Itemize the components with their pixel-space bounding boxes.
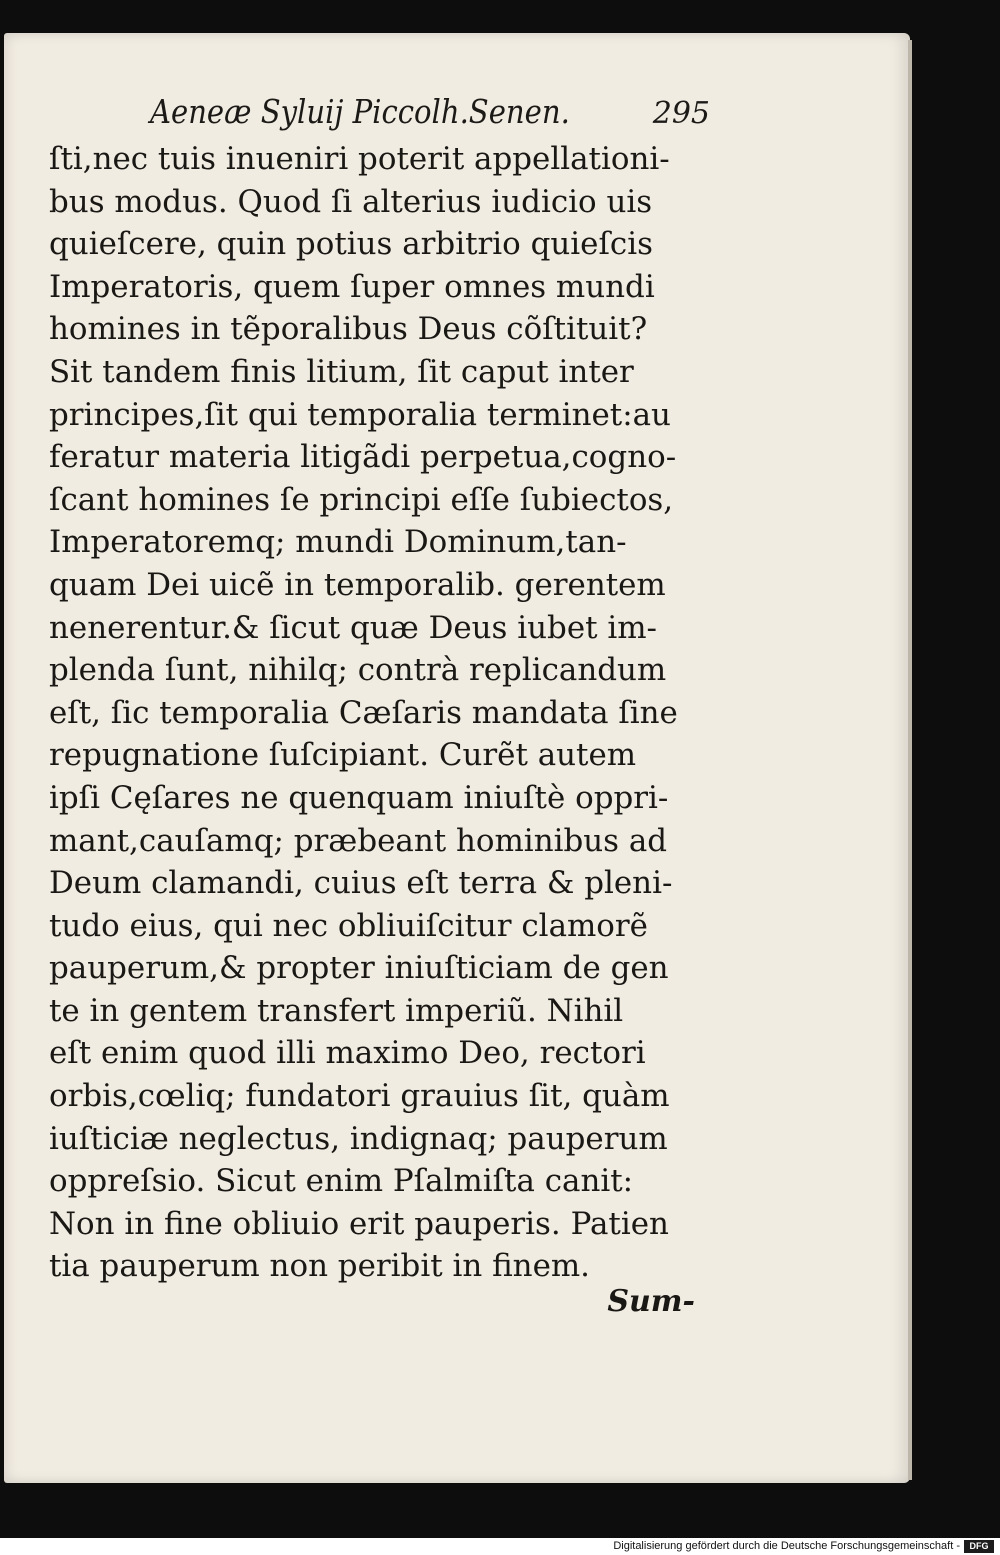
text-line: Sit tandem finis litium, ſit caput inter xyxy=(49,353,634,390)
text-line: ipſi Cęſares ne quenquam iniuſtè oppri- xyxy=(49,779,669,816)
body-text xyxy=(49,138,699,1288)
text-line: repugnatione ſuſcipiant. Curẽt autem xyxy=(49,737,637,774)
text-line: pauperum,& propter iniuſticiam de gen xyxy=(49,950,669,987)
text-line: ſti,nec tuis inueniri poterit appellationi- xyxy=(49,141,670,177)
text-line: feratur materia litigãdi perpetua,cogno- xyxy=(49,439,677,476)
catchword: Sum- xyxy=(607,1284,695,1319)
text-line: bus modus. Quod ſi alterius iudicio uis xyxy=(49,183,653,220)
running-header xyxy=(150,92,710,142)
text-line: ſcant homines ſe principi eſſe ſubiectos, xyxy=(49,481,674,518)
text-line: tia pauperum non peribit in finem. xyxy=(49,1248,591,1285)
page-edge xyxy=(908,40,912,1480)
digitization-credit: Digitalisierung gefördert durch die Deutsche Forschungsgemeinschaft - xyxy=(613,1540,960,1552)
text-line: mant,cauſamq; præbeant hominibus ad xyxy=(49,822,668,859)
text-line: orbis,cœliq; fundatori grauius ſit, quàm xyxy=(49,1078,670,1115)
text-line: Imperatoris, quem ſuper omnes mundi xyxy=(49,268,655,305)
text-line: principes,ſit qui temporalia terminet:au xyxy=(49,396,671,433)
text-line: oppreſsio. Sicut enim Pſalmiſta canit: xyxy=(49,1163,634,1200)
text-line: Non in fine obliuio erit pauperis. Patien xyxy=(49,1205,669,1242)
text-line: homines in tẽporalibus Deus cõſtituit? xyxy=(49,311,648,348)
text-line: Imperatoremq; mundi Dominum,tan- xyxy=(49,524,627,561)
text-line: te in gentem transfert imperiũ. Nihil xyxy=(49,992,624,1029)
text-line: eſt enim quod illi maximo Deo, rectori xyxy=(49,1035,646,1072)
text-line: tudo eius, qui nec obliuiſcitur clamorẽ xyxy=(49,907,648,944)
dfg-logo: DFG xyxy=(964,1540,994,1553)
text-line: nenerentur.& ſicut quæ Deus iubet im- xyxy=(49,609,657,646)
text-line: iuſticiæ neglectus, indignaq; pauperum xyxy=(49,1120,668,1157)
text-line: quam Dei uicẽ in temporalib. gerentem xyxy=(49,566,666,603)
text-line: Deum clamandi, cuius eſt terra & pleni- xyxy=(49,865,673,902)
text-line: eſt, ſic temporalia Cæſaris mandata ſine xyxy=(49,694,678,731)
text-line: quieſcere, quin potius arbitrio quieſcis xyxy=(49,226,653,263)
text-line: plenda ſunt, nihilq; contrà replicandum xyxy=(49,652,667,689)
page-number: 295 xyxy=(652,96,710,131)
running-title: Aeneæ Syluij Piccolh.Senen. xyxy=(150,92,570,131)
